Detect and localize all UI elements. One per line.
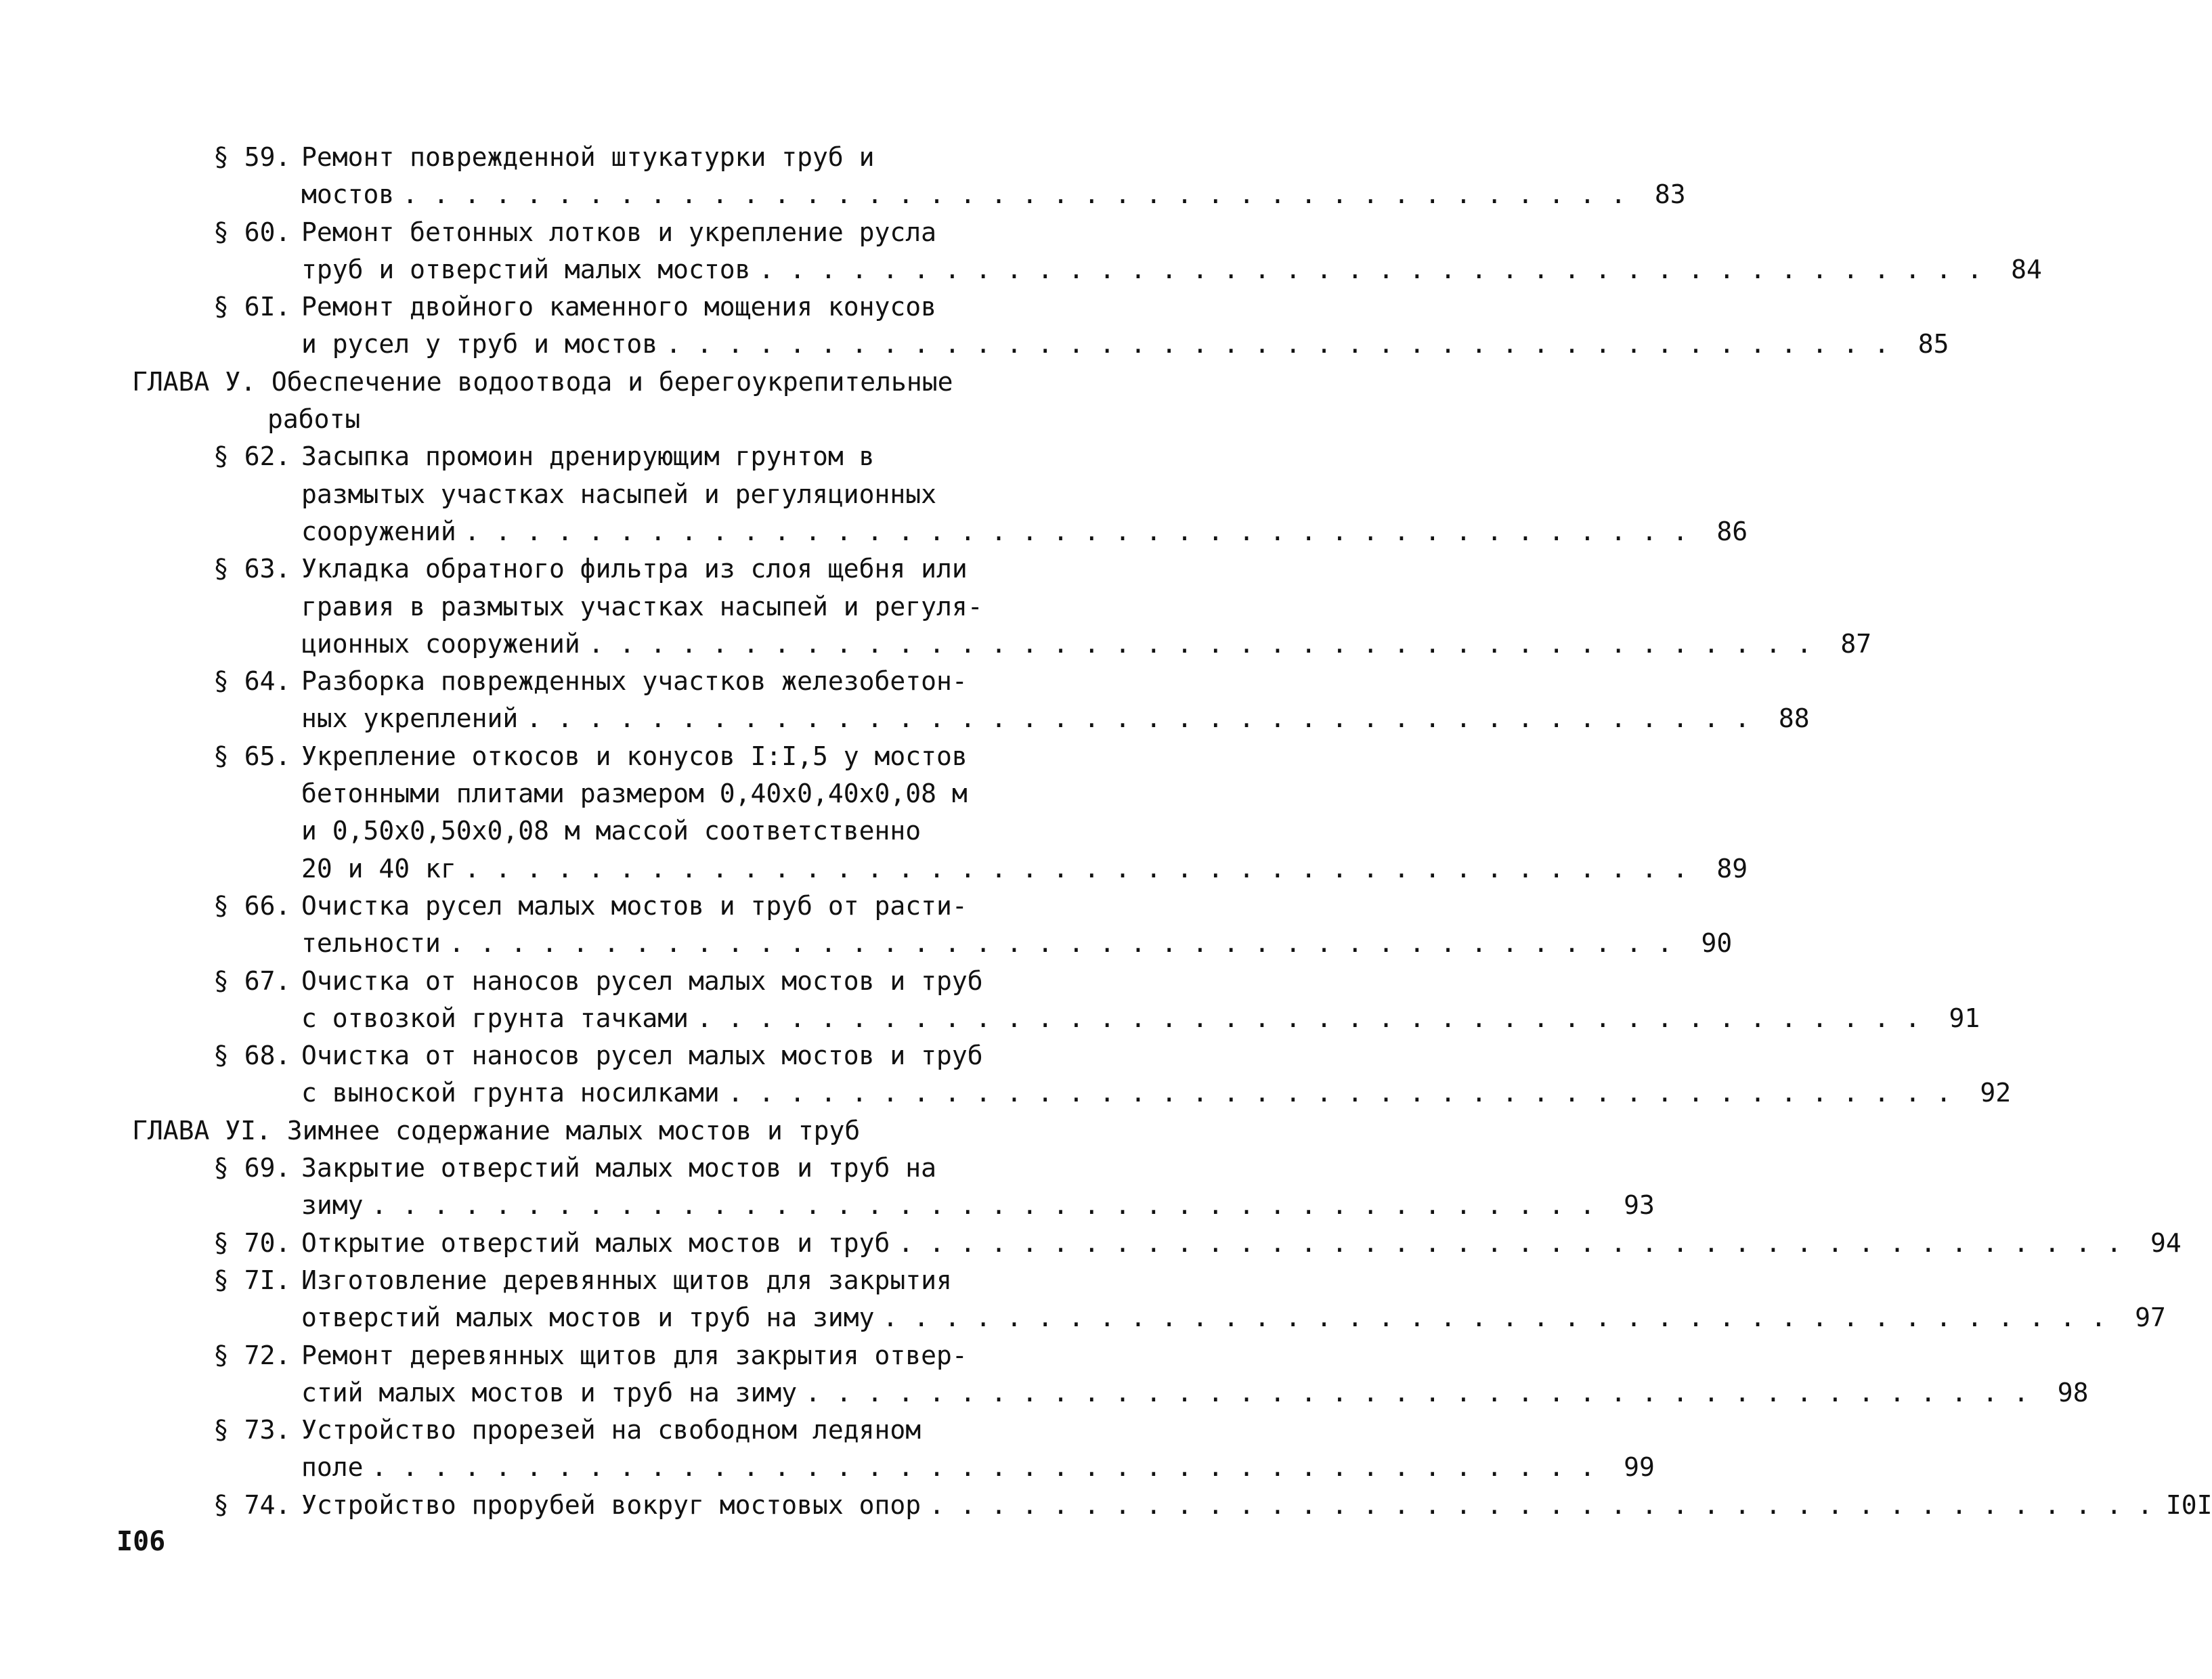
- entry-text-wrap: [213, 1041, 983, 1070]
- entry-title: Закрытие отверстий малых мостов и труб на: [301, 1153, 936, 1183]
- page-ref: 97: [2135, 1303, 2166, 1333]
- entry-text-wrap: [301, 1074, 720, 1112]
- entry-line: [132, 1225, 2182, 1262]
- dot-leader: . . . . . . . . . . . . . . . . . . . . . . . . . . . . . . . . . . . . . . . .: [448, 928, 1673, 959]
- entry-text-wrap: [301, 479, 936, 509]
- page-ref: 85: [1917, 329, 1949, 359]
- section-number: § 70.: [213, 1227, 291, 1258]
- entry-line: [132, 550, 1033, 588]
- toc-entry: [132, 663, 1810, 738]
- entry-title: размытых участках насыпей и регуляционных: [301, 479, 936, 509]
- section-number: § 65.: [213, 741, 291, 771]
- page-ref: I0I: [2165, 1489, 2212, 1520]
- entry-text-wrap: [213, 966, 983, 996]
- dot-leader: . . . . . . . . . . . . . . . . . . . . . . . . . . . . . . . . . . . . . . . .: [758, 254, 1982, 284]
- entry-title: и 0,50х0,50х0,08 м массой соответственно: [301, 816, 921, 846]
- chapter-label: ГЛАВА У.: [132, 366, 257, 397]
- entry-line: [132, 738, 1033, 775]
- toc-entry: [132, 1037, 2012, 1112]
- toc-entry: [132, 438, 1748, 550]
- entry-line: [132, 700, 1810, 737]
- entry-text-wrap: [301, 1187, 364, 1224]
- entry-line: [132, 963, 1033, 1000]
- entry-title: Ремонт бетонных лотков и укрепление русла: [301, 217, 936, 247]
- entry-line: [132, 812, 1033, 850]
- chapter-title: Обеспечение водоотвода и берегоукрепительные: [271, 366, 953, 397]
- section-number: § 60.: [213, 217, 291, 247]
- toc-entry: [132, 1487, 2212, 1524]
- entry-title: мостов: [301, 179, 395, 210]
- entry-line: [132, 1150, 1033, 1187]
- entry-text-wrap: [213, 666, 968, 696]
- entry-text-wrap: [213, 1153, 936, 1183]
- toc-entry: [132, 888, 1733, 963]
- entry-line: [132, 288, 1033, 326]
- dot-leader: . . . . . . . . . . . . . . . . . . . . . . . . . . . . . . . . . . . . . . . .: [898, 1227, 2122, 1258]
- toc-entry: [132, 288, 1949, 364]
- entry-line: [132, 176, 1686, 213]
- section-number: § 69.: [213, 1153, 291, 1183]
- dot-leader: . . . . . . . . . . . . . . . . . . . . . . . . . . . . . . . . . . . . . . . .: [666, 329, 1890, 359]
- toc-entry: [132, 963, 1980, 1038]
- entry-line: [132, 214, 1033, 251]
- entry-line: [132, 326, 1949, 363]
- entry-line: [132, 1412, 1033, 1449]
- entry-text-wrap: [213, 441, 874, 471]
- entry-line: [132, 438, 1033, 475]
- section-number: § 6I.: [213, 292, 291, 322]
- entry-line: [132, 588, 1033, 626]
- entry-line: [132, 1374, 2089, 1412]
- entry-line: [132, 663, 1033, 700]
- toc-entry: [132, 738, 1748, 888]
- page-ref: 86: [1716, 516, 1748, 546]
- section-number: § 66.: [213, 890, 291, 921]
- dot-leader: . . . . . . . . . . . . . . . . . . . . . . . . . . . . . . . . . . . . . . . .: [464, 516, 1689, 546]
- chapter-label: ГЛАВА УI.: [132, 1115, 272, 1146]
- toc-entry: [132, 1262, 2166, 1337]
- entry-title: Разборка поврежденных участков железобетон-: [301, 666, 968, 697]
- entry-line: [132, 513, 1748, 550]
- entry-title: Открытие отверстий малых мостов и труб: [301, 1227, 890, 1258]
- entry-title: труб и отверстий малых мостов: [301, 254, 751, 284]
- entry-text-wrap: [301, 176, 394, 213]
- page-ref: 90: [1701, 928, 1733, 959]
- entry-text-wrap: [213, 1415, 921, 1445]
- dot-leader: . . . . . . . . . . . . . . . . . . . . . . . . . . . . . . . . . . . . . . . .: [696, 1003, 1921, 1033]
- entry-title: бетонными плитами размером 0,40х0,40х0,08 м: [301, 779, 968, 809]
- entry-text-wrap: [301, 816, 921, 846]
- chapter-title: работы: [267, 404, 361, 435]
- entry-text-wrap: [213, 1265, 952, 1295]
- entry-text-wrap: [213, 142, 874, 172]
- entry-title: и русел у труб и мостов: [301, 329, 658, 359]
- entry-text-wrap: [301, 1299, 874, 1336]
- entry-line: [132, 850, 1748, 888]
- entry-text-wrap: [213, 554, 968, 584]
- entry-title: Ремонт деревянных щитов для закрытия отвер-: [301, 1340, 968, 1370]
- dot-leader: . . . . . . . . . . . . . . . . . . . . . . . . . . . . . . . . . . . . . . . .: [805, 1377, 2029, 1408]
- entry-title: Засыпка промоин дренирующим грунтом в: [301, 441, 875, 472]
- entry-text-wrap: [213, 292, 936, 322]
- dot-leader: . . . . . . . . . . . . . . . . . . . . . . . . . . . . . . . . . . . . . . . .: [464, 853, 1689, 884]
- dot-leader: . . . . . . . . . . . . . . . . . . . . . . . . . . . . . . . . . . . . . . . .: [727, 1078, 1952, 1108]
- toc-entry: [132, 1225, 2182, 1262]
- entry-title: Ремонт двойного каменного мощения конусов: [301, 292, 936, 322]
- entry-title: Укладка обратного фильтра из слоя щебня или: [301, 554, 968, 584]
- page-ref: 83: [1654, 179, 1686, 210]
- page-ref: 99: [1624, 1452, 1655, 1483]
- entry-text-wrap: [301, 1449, 364, 1486]
- toc-entry: [132, 1150, 1655, 1225]
- section-number: § 68.: [213, 1041, 291, 1071]
- entry-line: [132, 1487, 2212, 1524]
- entry-title: сооружений: [301, 516, 456, 546]
- page-ref: 93: [1624, 1190, 1655, 1221]
- entry-title: поле: [301, 1452, 364, 1483]
- page-ref: 84: [2011, 254, 2042, 284]
- dot-leader: . . . . . . . . . . . . . . . . . . . . . . . . . . . . . . . . . . . . . . . .: [526, 703, 1750, 734]
- toc-entry: [132, 550, 1872, 663]
- entry-text-wrap: [301, 592, 983, 622]
- chapter-heading: [132, 1112, 1033, 1150]
- dot-leader: . . . . . . . . . . . . . . . . . . . . . . . . . . . . . . . . . . . . . . . .: [402, 179, 1626, 210]
- entry-title: ных укреплений: [301, 703, 519, 734]
- section-number: § 63.: [213, 554, 291, 584]
- entry-line: [132, 925, 1733, 962]
- entry-text-wrap: [301, 251, 750, 288]
- entry-line: [132, 1449, 1655, 1486]
- chapter-line: [132, 1112, 1033, 1150]
- entry-text-wrap: [301, 626, 580, 663]
- entry-title: с выноской грунта носилками: [301, 1078, 720, 1108]
- entry-text-wrap: [301, 513, 456, 550]
- dot-leader: . . . . . . . . . . . . . . . . . . . . . . . . . . . . . . . . . . . . . . . .: [371, 1190, 1595, 1221]
- toc-entry: [132, 1412, 1655, 1487]
- entry-line: [132, 139, 1033, 176]
- dot-leader: . . . . . . . . . . . . . . . . . . . . . . . . . . . . . . . . . . . . . . . .: [929, 1489, 2153, 1520]
- entry-title: зиму: [301, 1190, 364, 1221]
- entry-title: с отвозкой грунта тачками: [301, 1003, 689, 1033]
- section-number: § 59.: [213, 142, 291, 172]
- dot-leader: . . . . . . . . . . . . . . . . . . . . . . . . . . . . . . . . . . . . . . . .: [588, 628, 1813, 659]
- section-number: § 73.: [213, 1415, 291, 1445]
- toc-entry: [132, 139, 1686, 214]
- page-ref: 89: [1716, 853, 1748, 884]
- entry-title: Очистка от наносов русел малых мостов и труб: [301, 965, 983, 996]
- table-of-contents: [132, 139, 2212, 1524]
- entry-line: [132, 1262, 1033, 1299]
- entry-text-wrap: [213, 891, 968, 921]
- entry-text-wrap: [301, 326, 657, 363]
- entry-text-wrap: [301, 700, 518, 737]
- entry-line: [132, 1037, 1033, 1074]
- page-ref: 94: [2150, 1227, 2182, 1258]
- entry-text-wrap: [213, 741, 968, 771]
- entry-line: [132, 1000, 1980, 1037]
- toc-entry: [132, 1337, 2089, 1412]
- entry-title: Изготовление деревянных щитов для закрытия: [301, 1265, 952, 1295]
- entry-line: [132, 1074, 2012, 1112]
- entry-line: [132, 476, 1033, 513]
- entry-line: [132, 1299, 2166, 1336]
- entry-title: Устройство прорезей на свободном ледяном: [301, 1415, 921, 1445]
- entry-title: Очистка русел малых мостов и труб от расти-: [301, 890, 968, 921]
- entry-title: отверстий малых мостов и труб на зиму: [301, 1303, 875, 1333]
- entry-line: [132, 1337, 1033, 1374]
- dot-leader: . . . . . . . . . . . . . . . . . . . . . . . . . . . . . . . . . . . . . . . .: [371, 1452, 1595, 1483]
- entry-line: [132, 251, 2042, 288]
- section-number: § 67.: [213, 965, 291, 996]
- entry-line: [132, 1187, 1655, 1224]
- entry-text-wrap: [301, 779, 968, 808]
- entry-title: Очистка от наносов русел малых мостов и труб: [301, 1041, 983, 1071]
- entry-text-wrap: [301, 1374, 797, 1412]
- entry-text-wrap: [301, 925, 441, 962]
- chapter-line: [132, 401, 1033, 438]
- entry-title: стий малых мостов и труб на зиму: [301, 1377, 798, 1408]
- page-ref: 88: [1778, 703, 1810, 734]
- page-number: I06: [116, 1526, 166, 1557]
- section-number: § 7I.: [213, 1265, 291, 1295]
- entry-title: гравия в размытых участках насыпей и регуля-: [301, 591, 983, 622]
- section-number: § 64.: [213, 666, 291, 697]
- entry-text-wrap: [213, 1340, 968, 1370]
- page-ref: 92: [1980, 1078, 2012, 1108]
- section-number: § 72.: [213, 1340, 291, 1370]
- entry-title: Укрепление откосов и конусов I:I,5 у мостов: [301, 741, 968, 771]
- entry-text-wrap: [301, 1000, 689, 1037]
- entry-text-wrap: [301, 850, 456, 888]
- entry-title: ционных сооружений: [301, 628, 580, 659]
- section-number: § 62.: [213, 441, 291, 472]
- entry-title: Устройство прорубей вокруг мостовых опор: [301, 1489, 921, 1520]
- page-ref: 98: [2057, 1377, 2089, 1408]
- entry-text-wrap: [213, 1487, 921, 1524]
- entry-title: тельности: [301, 928, 441, 959]
- section-number: § 74.: [213, 1489, 291, 1520]
- chapter-heading: [132, 364, 1033, 439]
- entry-text-wrap: [213, 1225, 890, 1262]
- page-ref: 87: [1840, 628, 1872, 659]
- entry-title: 20 и 40 кг: [301, 853, 456, 884]
- entry-line: [132, 888, 1033, 925]
- entry-line: [132, 626, 1872, 663]
- chapter-title: Зимнее содержание малых мостов и труб: [286, 1115, 861, 1146]
- toc-entry: [132, 214, 2042, 289]
- entry-text-wrap: [213, 217, 936, 247]
- chapter-line: [132, 364, 1033, 401]
- entry-title: Ремонт поврежденной штукатурки труб и: [301, 142, 875, 172]
- page-ref: 91: [1949, 1003, 1980, 1033]
- entry-line: [132, 775, 1033, 812]
- dot-leader: . . . . . . . . . . . . . . . . . . . . . . . . . . . . . . . . . . . . . . . .: [882, 1303, 2106, 1333]
